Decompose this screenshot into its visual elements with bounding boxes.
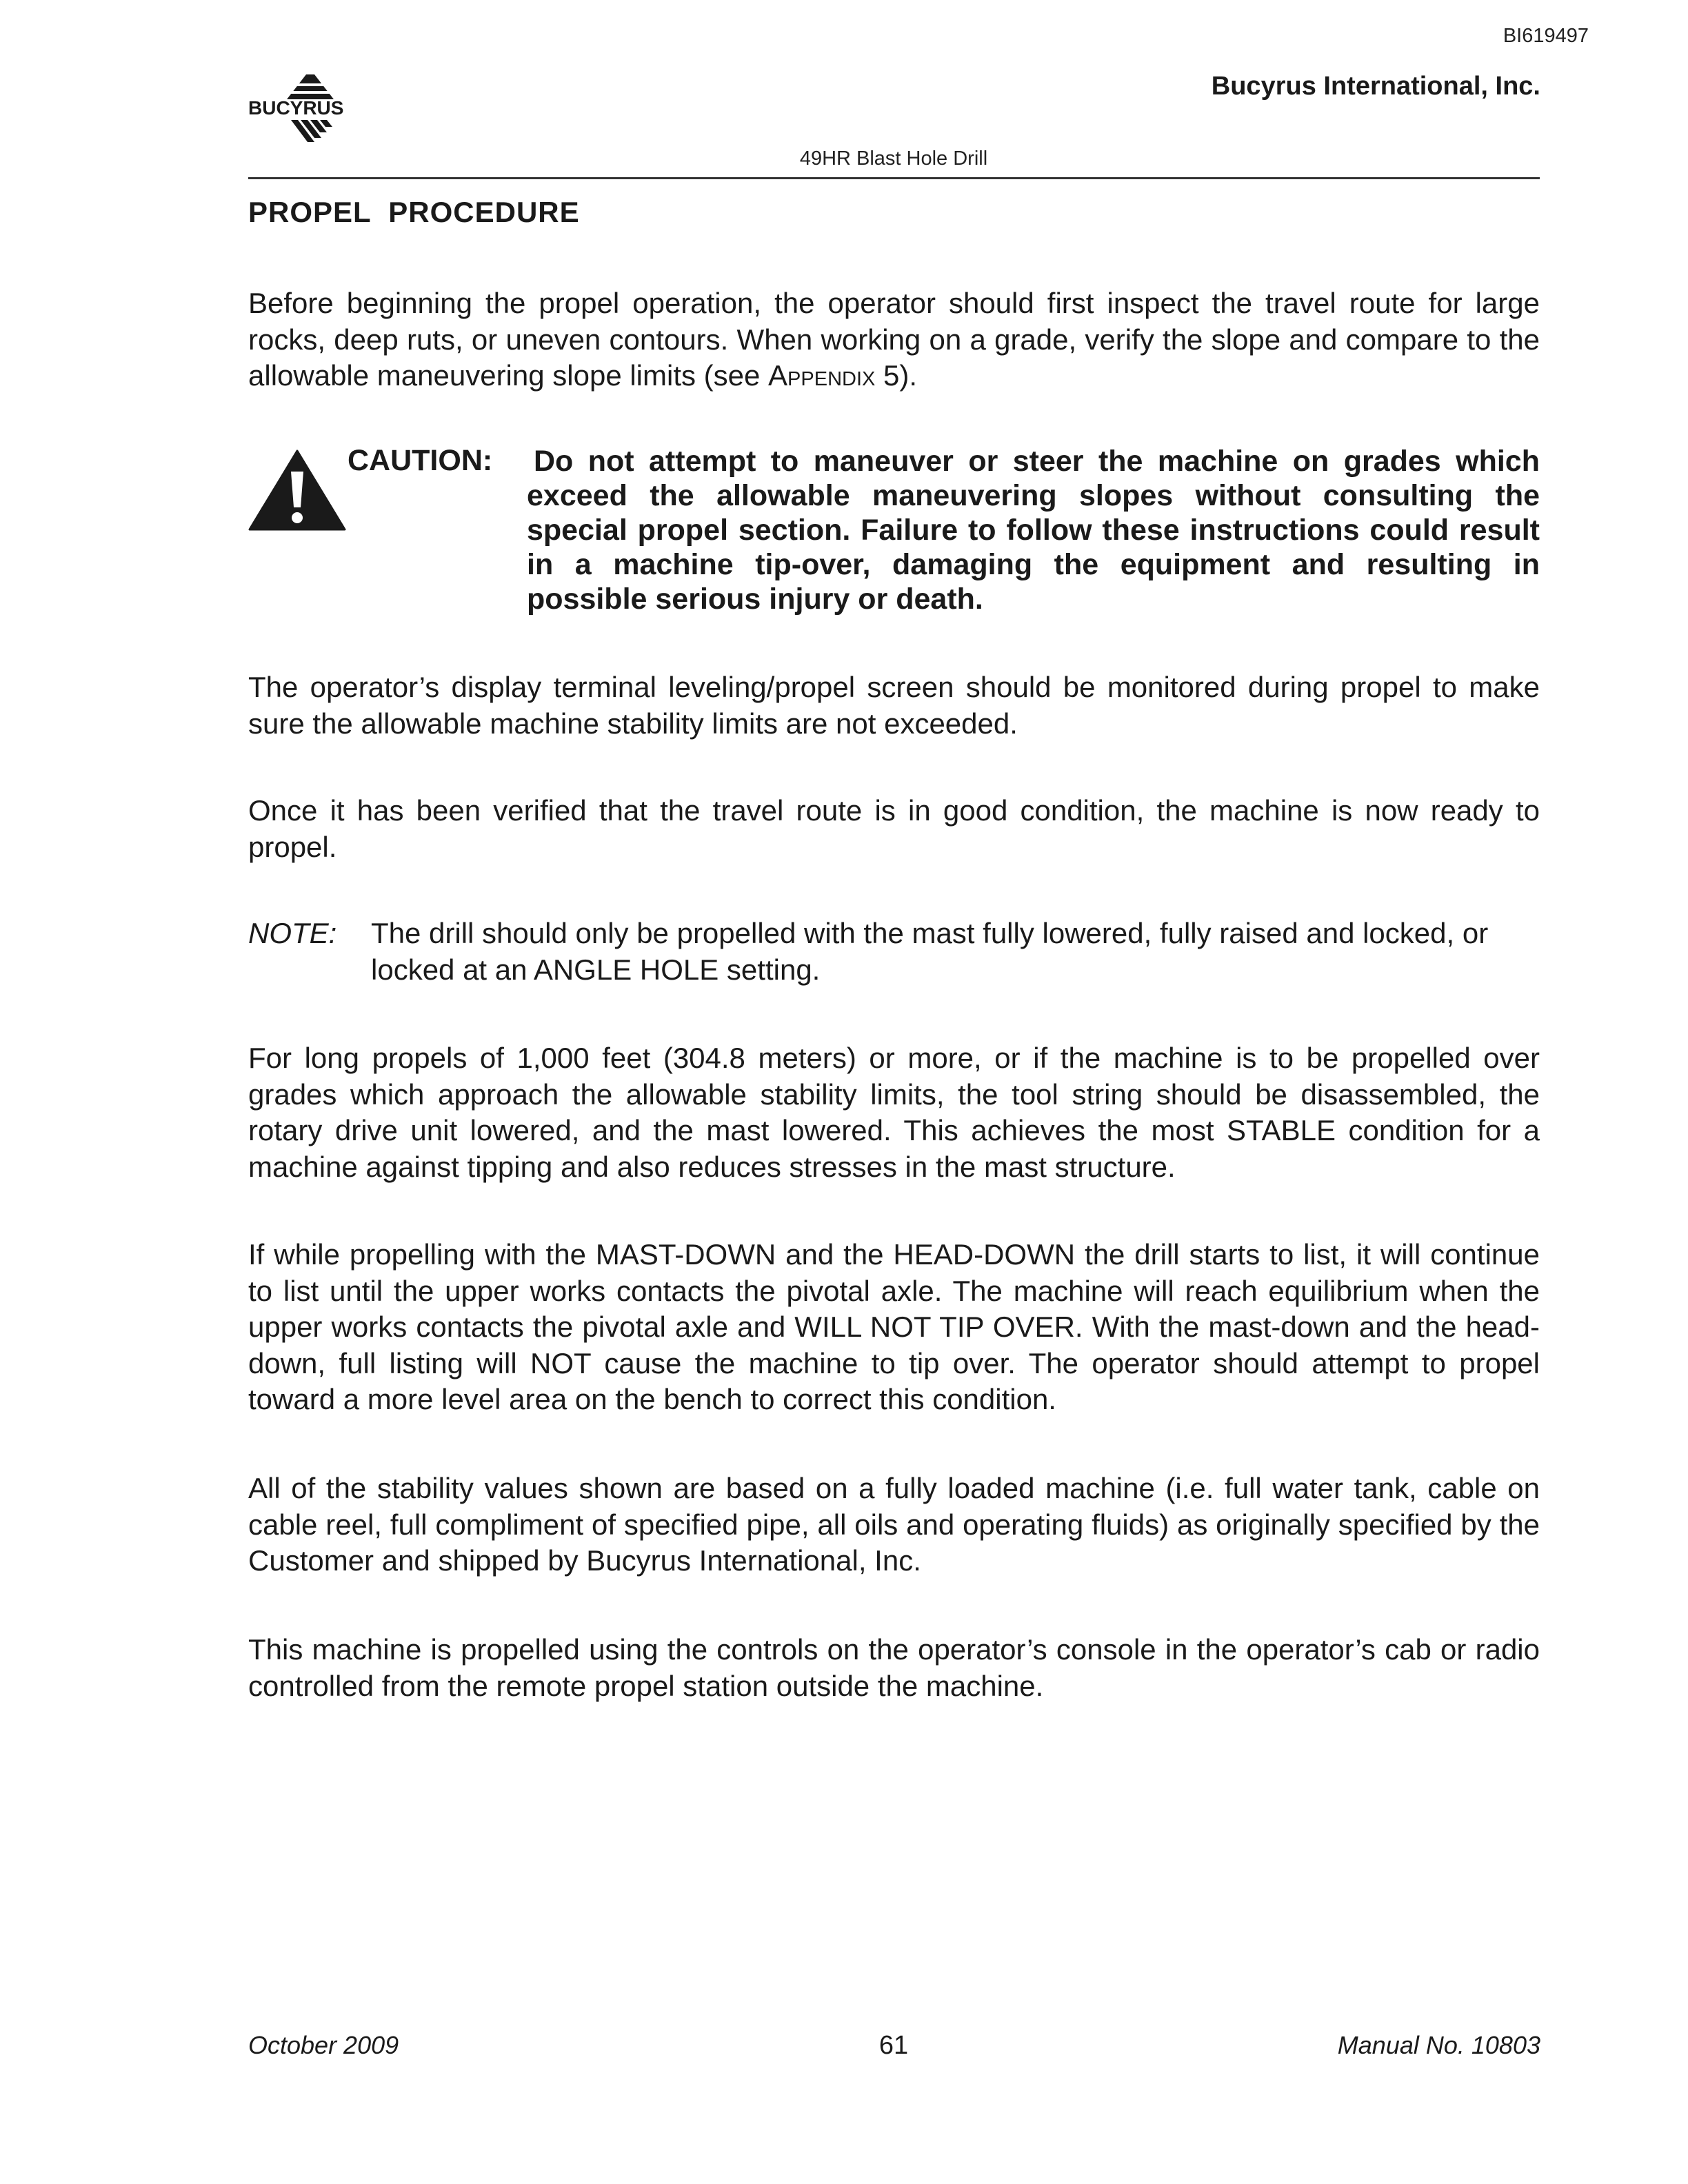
section-title: PROPEL PROCEDURE [248,196,580,228]
note-text: The drill should only be propelled with the mast fully lowered, fully raised and locked, or locked at an ANGLE HOLE setting. [371,917,1489,986]
page-number: 61 [878,2031,909,2060]
footer-manual-number: Manual No. 10803 [1337,2031,1540,2059]
paragraph-ready-to-propel: Once it has been verified that the travel route is in good condition, the machine is now ready to propel. [248,794,1540,863]
paragraph-mast-down-listing: If while propelling with the MAST-DOWN and the HEAD-DOWN the drill starts to list, it will continue to list until the upper works contacts the pivotal axle. The machine will reach equilibrium when the upper works contacts the pivotal axle and WILL NOT TIP OVER. With the mast-down and the head-down, full listing will NOT cause the machine to tip over. The operator should attempt to propel toward a more level area on the bench to correct this condition. [248,1238,1540,1415]
company-name: Bucyrus International, Inc. [1211,72,1540,101]
document-id: BI619497 [1503,25,1589,47]
paragraph-display-terminal: The operator’s display terminal leveling/propel screen should be monitored during propel to make sure the allowable machine stability limits are not exceeded. [248,671,1540,740]
appendix-reference: Appendix [768,359,876,392]
warning-triangle-icon [248,449,346,531]
paragraph-inspect-route [248,285,1540,394]
paragraph-long-propels: For long propels of 1,000 feet (304.8 meters) or more, or if the machine is to be propelled over grades which approach the allowable stability limits, the tool string should be disassembled, the rotary drive unit lowered, and the mast lowered. This achieves the most STABLE condition for a machine against tipping and also reduces stresses in the mast structure. [248,1042,1540,1183]
manual-subtitle: 49HR Blast Hole Drill [799,148,988,170]
header-divider [248,177,1540,179]
paragraph-inspect-route-end: 5). [875,359,918,392]
caution-label: CAUTION: [348,444,493,477]
caution-text: Do not attempt to maneuver or steer the machine on grades which exceed the allowable maneuvering slopes without consulting the special propel section. Failure to follow these instructions could result in a machine tip-over, damaging the equipment and resulting in possible serious injury or death. [527,445,1540,616]
paragraph-stability-values: All of the stability values shown are based on a fully loaded machine (i.e. full water tank, cable on cable reel, full compliment of specified pipe, all oils and operating fluids) as originally specified by the Customer and shipped by Bucyrus International, Inc. [248,1472,1540,1577]
footer-date: October 2009 [248,2031,399,2059]
bucyrus-logo [245,69,370,150]
note-label: NOTE: [248,917,337,949]
logo-wordmark: BUCYRUS [248,97,344,119]
bucyrus-logo-icon [245,69,370,150]
paragraph-inspect-route-text: Before beginning the propel operation, the operator should first inspect the travel route for large rocks, deep ruts, or uneven contours. When working on a grade, verify the slope and compare to the allowable maneuvering slope limits (see [248,287,1540,392]
paragraph-propel-controls: This machine is propelled using the controls on the operator’s console in the operator’s cab or radio controlled from the remote propel station outside the machine. [248,1633,1540,1702]
